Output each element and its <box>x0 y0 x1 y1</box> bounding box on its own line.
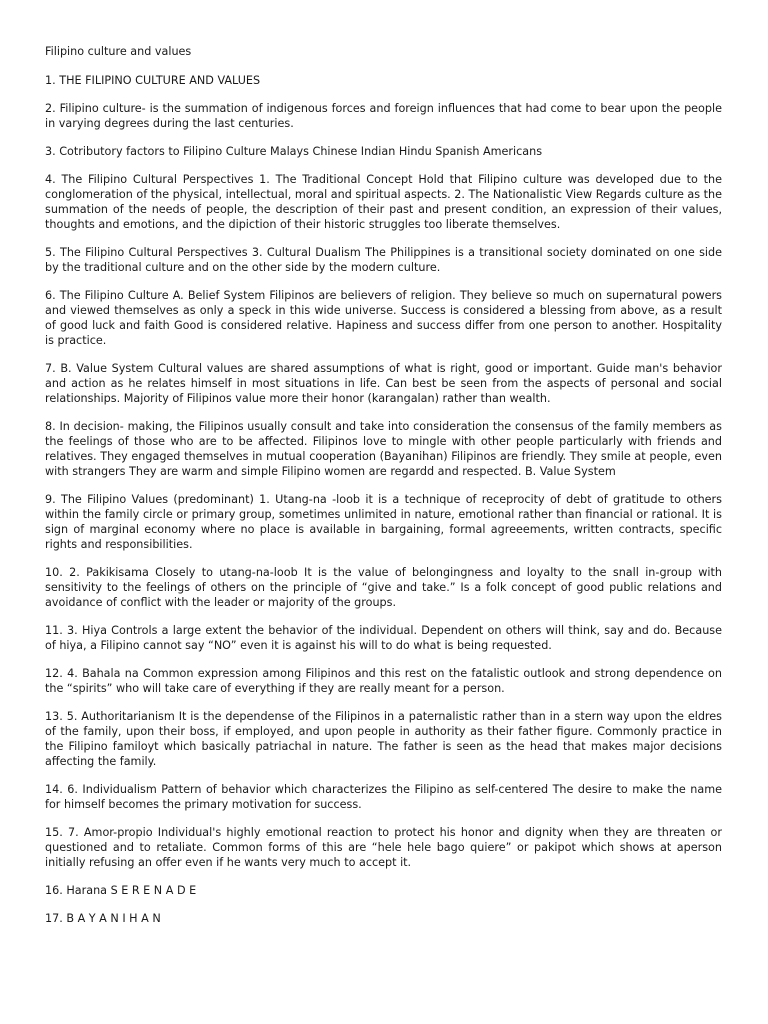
paragraph-6: 6. The Filipino Culture A. Belief System Filipinos are believers of religion. They believe so much on supernatural powers and viewed themselves as only a speck in this wide universe. Success is considered a blessing from above, as a result of good luck and faith Good is considered relative. Hapiness and success differ from one person to another. Hospitality is practice. <box>45 289 722 347</box>
document-page <box>45 44 722 939</box>
document-title: Filipino culture and values <box>45 45 192 58</box>
paragraph-9: 9. The Filipino Values (predominant) 1. Utang-na -loob it is a technique of receprocity of debt of gratitude to others within the family circle or primary group, sometimes unlimited in nature, emotional rather than financial or rational. It is sign of marginal economy where no place is available in bargaining, formal agreeements, written contracts, specific rights and responsibilities. <box>45 493 722 551</box>
paragraph-17: 17. B A Y A N I H A N <box>45 912 161 925</box>
paragraph-5: 5. The Filipino Cultural Perspectives 3. Cultural Dualism The Philippines is a transitional society dominated on one side by the traditional culture and on the other side by the modern culture. <box>45 246 722 274</box>
paragraph-2: 2. Filipino culture- is the summation of indigenous forces and foreign influences that had come to bear upon the people in varying degrees during the last centuries. <box>45 102 722 130</box>
paragraph-1: 1. THE FILIPINO CULTURE AND VALUES <box>45 74 261 87</box>
paragraph-4: 4. The Filipino Cultural Perspectives 1. The Traditional Concept Hold that Filipino culture was developed due to the conglomeration of the physical, intellectual, moral and spiritual aspects. 2. The Nationalistic View Regards culture as the summation of the needs of people, the description of their past and present condition, an expression of their values, thoughts and emotions, and the dipiction of their historic struggles too liberate themselves. <box>45 173 722 231</box>
paragraph-3: 3. Cotributory factors to Filipino Culture Malays Chinese Indian Hindu Spanish Americans <box>45 145 543 158</box>
paragraph-10: 10. 2. Pakikisama Closely to utang-na-loob It is the value of belongingness and loyalty to the snall in-group with sensitivity to the feelings of others on the principle of “give and take.” Is a folk concept of good public relations and avoidance of conflict with the leader or majority of the groups. <box>45 566 722 609</box>
paragraph-11: 11. 3. Hiya Controls a large extent the behavior of the individual. Dependent on others will think, say and do. Because of hiya, a Filipino cannot say “NO” even it is against his will to do what is being requested. <box>45 624 722 652</box>
paragraph-16: 16. Harana S E R E N A D E <box>45 884 197 897</box>
paragraph-14: 14. 6. Individualism Pattern of behavior which characterizes the Filipino as self-centered The desire to make the name for himself becomes the primary motivation for success. <box>45 783 722 811</box>
paragraph-7: 7. B. Value System Cultural values are shared assumptions of what is right, good or important. Guide man's behavior and action as he relates himself in most situations in life. Can best be seen from the aspects of personal and social relationships. Majority of Filipinos value more their honor (karangalan) rather than wealth. <box>45 362 722 405</box>
paragraph-8: 8. In decision- making, the Filipinos usually consult and take into consideration the consensus of the family members as the feelings of those who are to be affected. Filipinos love to mingle with other people particularly with friends and relatives. They engaged themselves in mutual cooperation (Bayanihan) Filipinos are friendly. They smile at people, even with strangers They are warm and simple Filipino women are regardd and respected. B. Value System <box>45 420 722 478</box>
paragraph-13: 13. 5. Authoritarianism It is the dependense of the Filipinos in a paternalistic rather than in a stern way upon the eldres of the family, upon their boss, if employed, and upon people in authority as their father figure. Commonly practice in the Filipino familoyt which basically patriachal in nature. The father is seen as the head that makes major decisions affecting the family. <box>45 710 722 768</box>
paragraph-15: 15. 7. Amor-propio Individual's highly emotional reaction to protect his honor and dignity when they are threaten or questioned and to retaliate. Common forms of this are “hele hele bago quiere” or pakipot which shows at aperson initially refusing an offer even if he wants very much to accept it. <box>45 826 722 869</box>
paragraph-12: 12. 4. Bahala na Common expression among Filipinos and this rest on the fatalistic outlook and strong dependence on the “spirits” who will take care of everything if they are really meant for a person. <box>45 667 722 695</box>
